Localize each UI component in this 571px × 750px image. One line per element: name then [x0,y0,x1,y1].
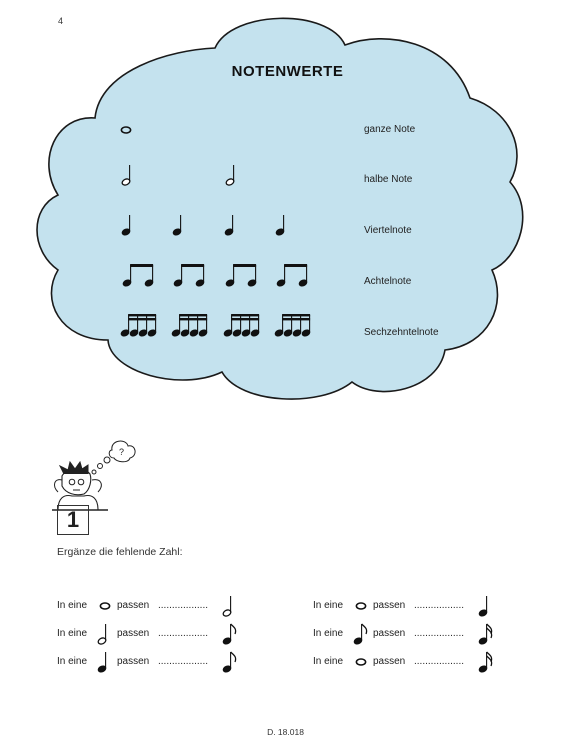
sixteenth-group-symbol [223,314,260,337]
sixteenth-note-symbol [478,652,491,673]
whole-note-icon [96,594,114,618]
exercise-prefix: In eine [313,600,344,611]
eighth-note-symbol [222,624,235,645]
half-note-symbol [97,624,107,645]
quarter-note-icon [477,594,495,618]
exercise-row [313,650,503,674]
exercise-verb: passen [117,656,150,667]
sixteenth-note-icon [477,622,495,646]
note-name-sixteenth: Sechzehntelnote [364,327,439,338]
footer-code: D. 18.018 [267,727,304,737]
answer-blank[interactable]: .................. [414,628,465,639]
answer-blank[interactable]: .................. [158,628,209,639]
sixteenth-note-symbol [478,624,491,645]
whole-note-symbol [356,659,365,665]
eighth-note-icon [352,622,370,646]
sixteenth-group-symbol [171,314,208,337]
exercise-verb: passen [117,628,150,639]
exercise-verb: passen [117,600,150,611]
eighth-note-symbol [353,624,366,645]
quarter-note-icon [96,650,114,674]
quarter-note-symbol [224,215,234,236]
quarter-note-symbol [97,652,107,673]
half-note-symbol [225,165,235,186]
exercise-prefix: In eine [57,600,88,611]
quarter-note-symbol [478,596,488,617]
whole-note-symbol [121,127,130,133]
answer-blank[interactable]: .................. [158,656,209,667]
exercise-row [57,650,247,674]
eighth-note-icon [221,650,239,674]
sixteenth-group-symbol [120,314,157,337]
half-note-icon [96,622,114,646]
note-name-eighth: Achtelnote [364,276,412,287]
half-note-symbol [222,596,232,617]
exercise-row [57,622,247,646]
note-name-half: halbe Note [364,174,413,185]
exercise-list [0,580,571,680]
quarter-note-symbol [172,215,182,236]
exercise-instruction: Ergänze die fehlende Zahl: [57,546,183,558]
eighth-note-icon [221,622,239,646]
whole-note-symbol [356,603,365,609]
svg-text:?: ? [119,447,125,457]
note-name-whole: ganze Note [364,124,416,135]
eighth-pair-symbol [122,264,154,287]
answer-blank[interactable]: .................. [414,656,465,667]
note-name-quarter: Viertelnote [364,225,412,236]
quarter-note-symbol [275,215,285,236]
eighth-pair-symbol [276,264,308,287]
sixteenth-note-icon [477,650,495,674]
page-title: NOTENWERTE [231,63,344,80]
page-number: 4 [58,16,64,26]
thinking-child-icon [40,432,150,512]
eighth-pair-symbol [173,264,205,287]
exercise-verb: passen [373,656,406,667]
whole-note-icon [352,594,370,618]
exercise-prefix: In eine [57,656,88,667]
exercise-verb: passen [373,600,406,611]
exercise-row [313,594,503,618]
half-note-icon [221,594,239,618]
exercise-row [57,594,247,618]
exercise-prefix: In eine [57,628,88,639]
whole-note-icon [352,650,370,674]
half-note-symbol [121,165,131,186]
answer-blank[interactable]: .................. [414,600,465,611]
eighth-note-symbol [222,652,235,673]
quarter-note-symbol [121,215,131,236]
exercise-verb: passen [373,628,406,639]
exercise-row [313,622,503,646]
whole-note-symbol [100,603,109,609]
eighth-pair-symbol [225,264,257,287]
answer-blank[interactable]: .................. [158,600,209,611]
exercise-prefix: In eine [313,628,344,639]
sixteenth-group-symbol [274,314,311,337]
exercise-prefix: In eine [313,656,344,667]
exercise-number-box: 1 [57,505,89,535]
